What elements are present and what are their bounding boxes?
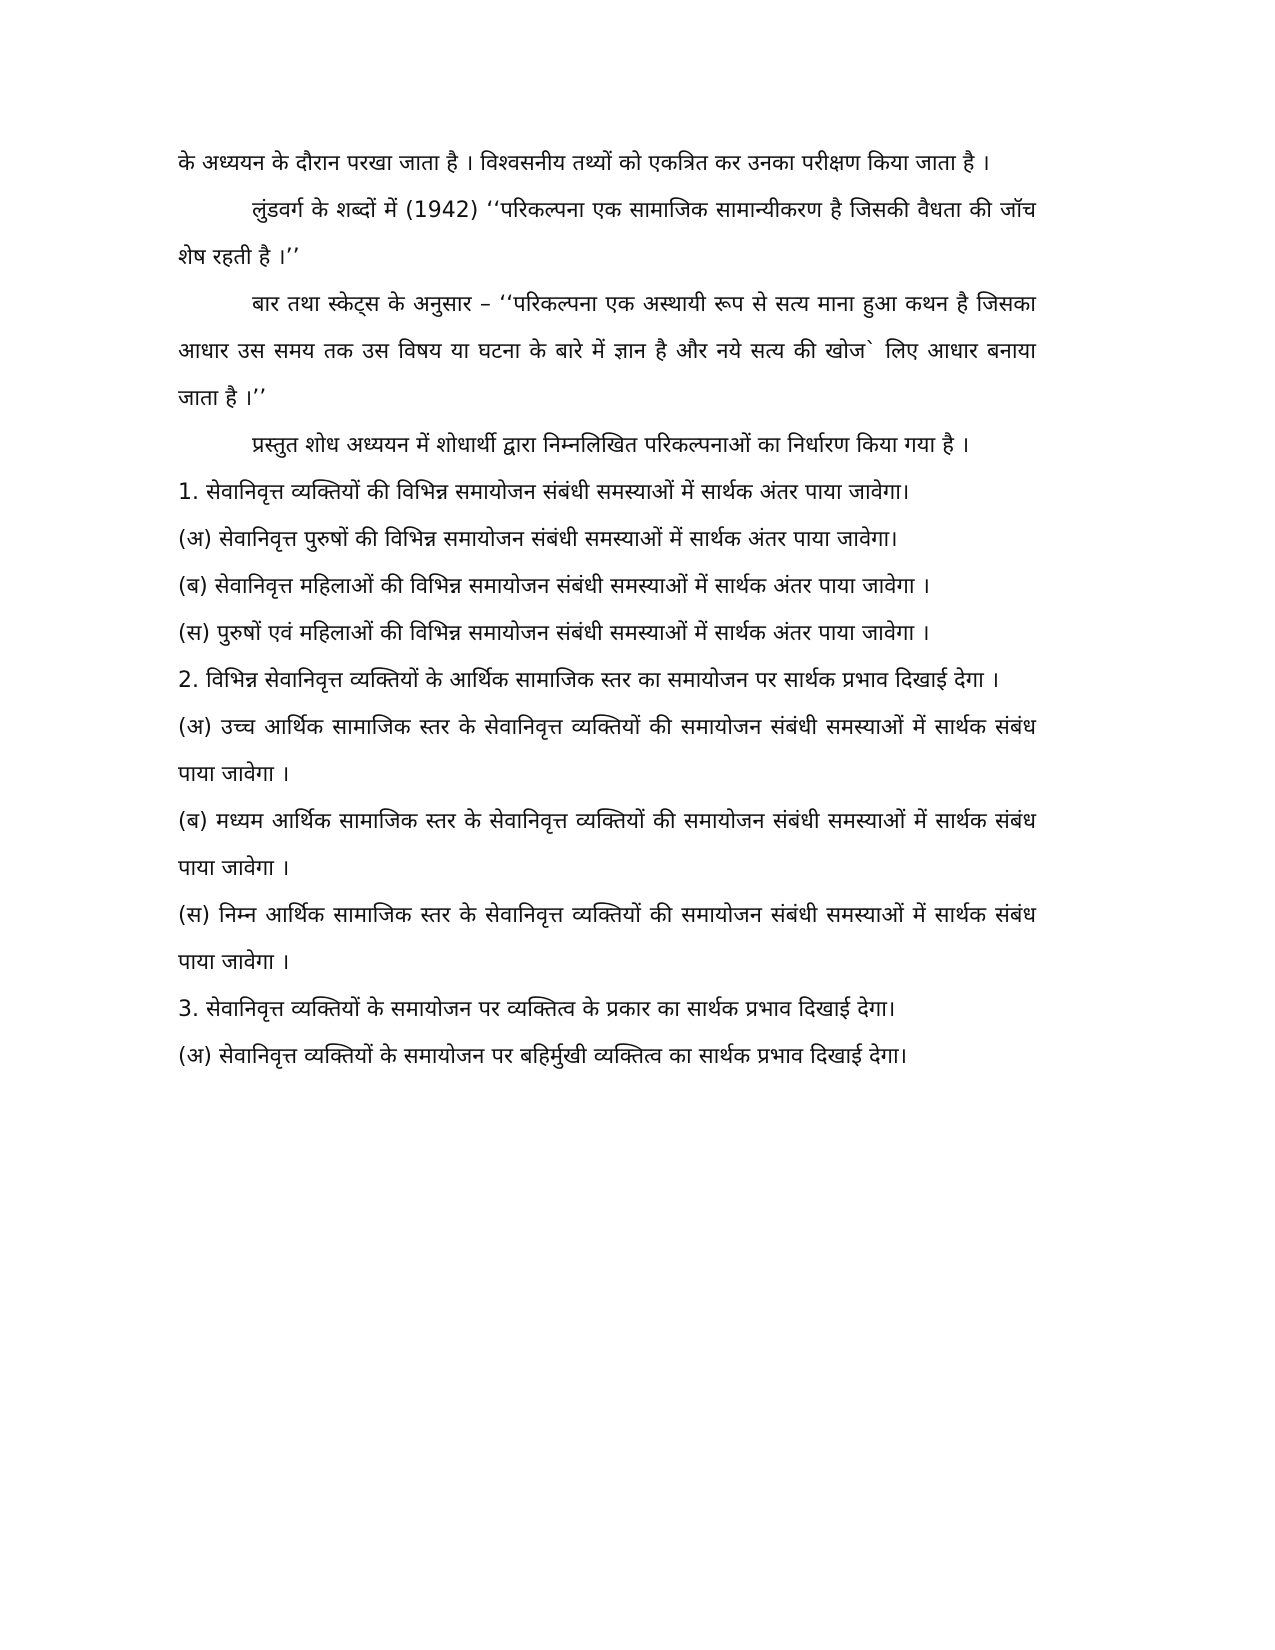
- hypothesis-1: 1. सेवानिवृत्त व्यक्तियों की विभिन्न समायोजन संबंधी समस्याओं में सार्थक अंतर पाया जावेगा।: [178, 480, 910, 505]
- hypothesis-1c: (स) पुरुषों एवं महिलाओं की विभिन्न समायोजन संबंधी समस्याओं में सार्थक अंतर पाया जावेगा ।: [178, 621, 930, 646]
- hypothesis-1b: (ब) सेवानिवृत्त महिलाओं की विभिन्न समायोजन संबंधी समस्याओं में सार्थक अंतर पाया जावेगा ।: [178, 574, 930, 599]
- hypothesis-2a: (अ) उच्च आर्थिक सामाजिक स्तर के सेवानिवृत्त व्यक्तियों की समायोजन संबंधी समस्याओं में सार्थक संबंध पाया जावेगा ।: [178, 715, 1036, 787]
- paragraph-continuation: के अध्ययन के दौरान परखा जाता है । विश्वसनीय तथ्यों को एकत्रित कर उनका परीक्षण किया जाता है ।: [178, 151, 990, 176]
- hypothesis-3: 3. सेवानिवृत्त व्यक्तियों के समायोजन पर व्यक्तित्व के प्रकार का सार्थक प्रभाव दिखाई देगा।: [178, 997, 896, 1022]
- hypothesis-2b: (ब) मध्यम आर्थिक सामाजिक स्तर के सेवानिवृत्त व्यक्तियों की समायोजन संबंधी समस्याओं में सार्थक संबंध पाया जावेगा ।: [178, 809, 1036, 881]
- hypothesis-3a: (अ) सेवानिवृत्त व्यक्तियों के समायोजन पर बहिर्मुखी व्यक्तित्व का सार्थक प्रभाव दिखाई देगा।: [178, 1044, 908, 1069]
- hypothesis-1a: (अ) सेवानिवृत्त पुरुषों की विभिन्न समायोजन संबंधी समस्याओं में सार्थक अंतर पाया जावेगा।: [178, 527, 898, 552]
- hypothesis-2c: (स) निम्न आर्थिक सामाजिक स्तर के सेवानिवृत्त व्यक्तियों की समायोजन संबंधी समस्याओं में सार्थक संबंध पाया जावेगा ।: [178, 903, 1036, 975]
- paragraph-hypotheses-intro: प्रस्तुत शोध अध्ययन में शोधार्थी द्वारा निम्नलिखित परिकल्पनाओं का निर्धारण किया गया है ।: [252, 433, 970, 458]
- paragraph-barr-scates-definition: बार तथा स्केट्स के अनुसार – ‘‘परिकल्पना एक अस्थायी रूप से सत्य माना हुआ कथन है जिसका आधार उस समय तक उस विषय या घटना के बारे में ज्ञान है और नये सत्य की खोज` लिए आधार बनाया जाता है ।’’: [178, 292, 1036, 411]
- hypothesis-2: 2. विभिन्न सेवानिवृत्त व्यक्तियों के आर्थिक सामाजिक स्तर का समायोजन पर सार्थक प्रभाव दिखाई देगा ।: [178, 668, 1000, 693]
- document-page: [178, 140, 1036, 1080]
- paragraph-lundberg-definition: लुंडवर्ग के शब्दों में (1942) ‘‘परिकल्पना एक सामाजिक सामान्यीकरण है जिसकी वैधता की जॉच शेष रहती है ।’’: [178, 198, 1036, 270]
